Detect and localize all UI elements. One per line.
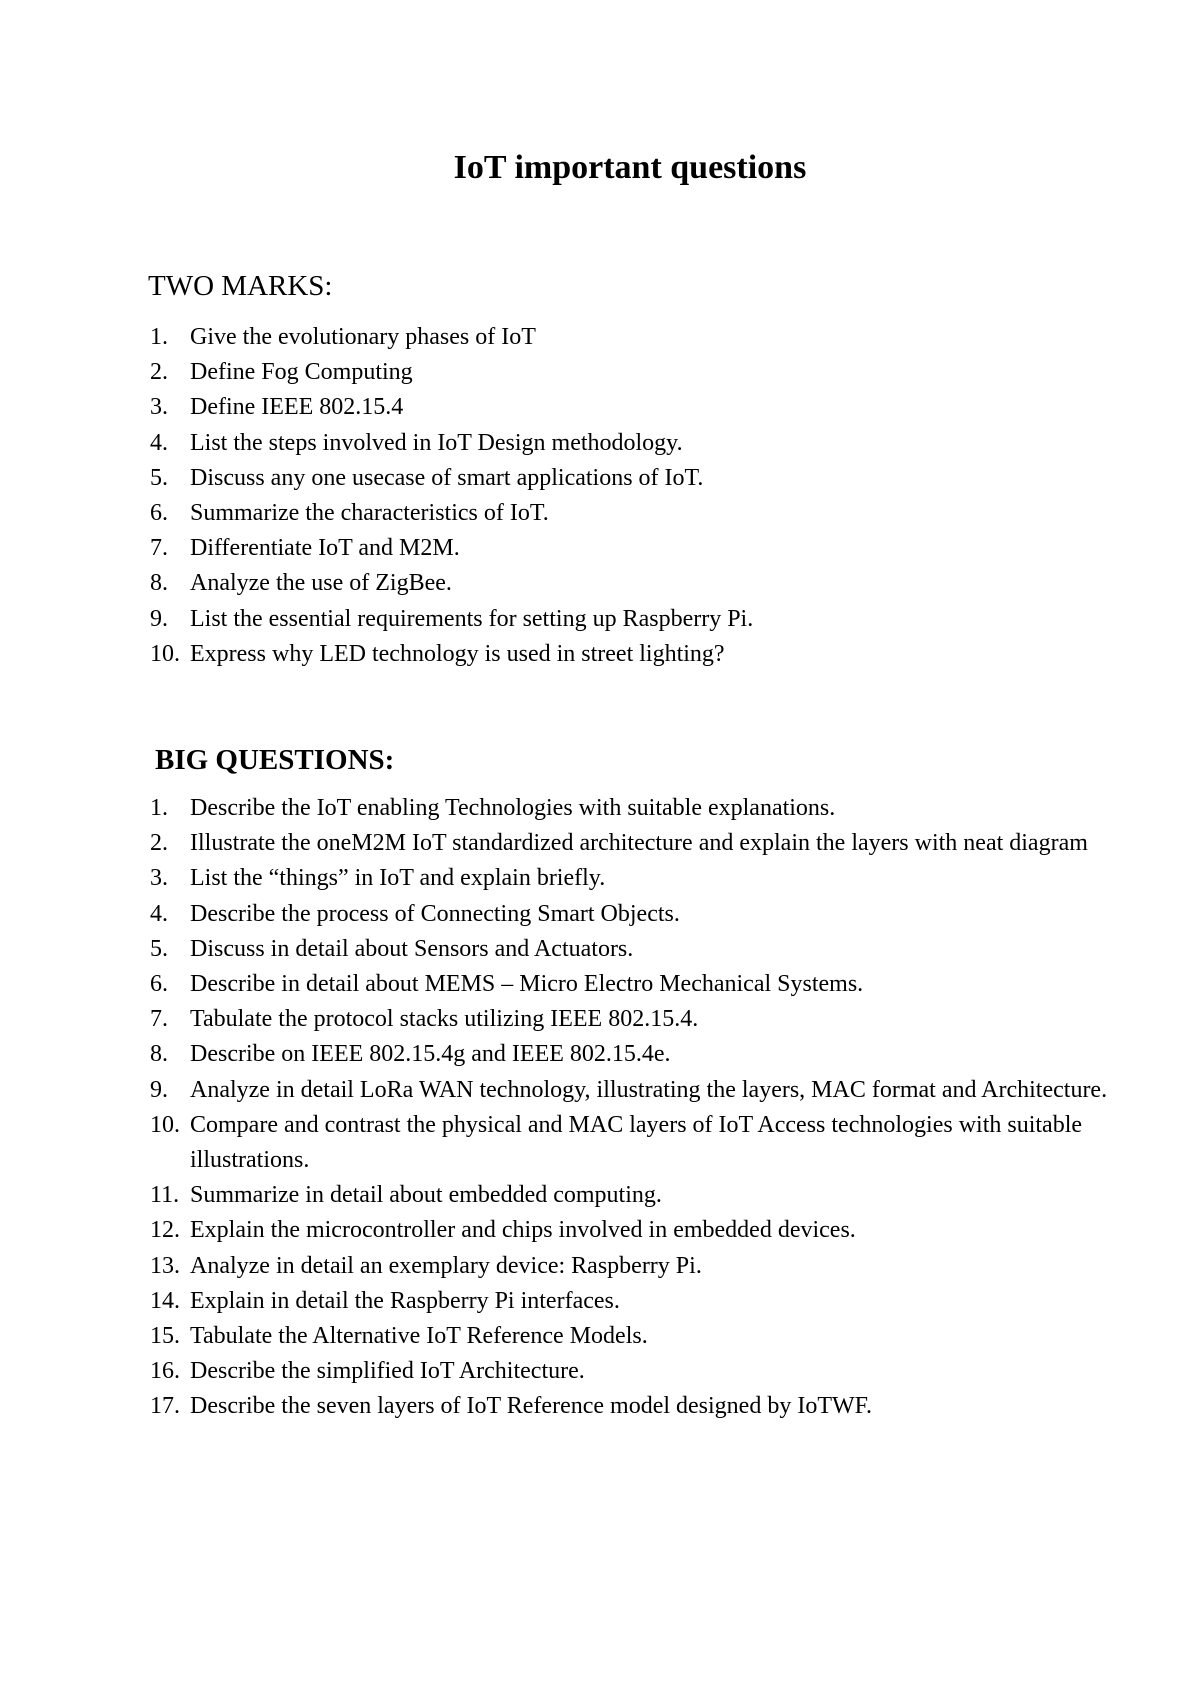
item-number: 10. <box>150 1111 180 1138</box>
item-text: Analyze in detail LoRa WAN technology, illustrating the layers, MAC format and Architecture. <box>190 1076 1108 1103</box>
item-text: Explain in detail the Raspberry Pi interfaces. <box>190 1287 620 1314</box>
list-item <box>150 426 1110 461</box>
list-item <box>150 1389 1110 1424</box>
item-number: 12. <box>150 1217 180 1244</box>
list-item <box>150 826 1110 861</box>
item-number: 7. <box>150 535 168 562</box>
item-number: 9. <box>150 605 168 632</box>
item-number: 13. <box>150 1252 180 1279</box>
item-number: 2. <box>150 830 168 857</box>
item-number: 2. <box>150 359 168 386</box>
list-item <box>150 791 1110 826</box>
list-item <box>150 1108 1110 1178</box>
item-text: Illustrate the oneM2M IoT standardized architecture and explain the layers with neat diagram <box>190 830 1088 857</box>
item-number: 16. <box>150 1358 180 1385</box>
item-number: 4. <box>150 900 168 927</box>
two-marks-heading: TWO MARKS: <box>148 270 333 302</box>
item-text: Define Fog Computing <box>190 359 413 386</box>
item-number: 5. <box>150 464 168 491</box>
list-item <box>150 1037 1110 1072</box>
list-item <box>150 861 1110 896</box>
item-text: Describe the seven layers of IoT Reference model designed by IoTWF. <box>190 1393 873 1420</box>
list-item <box>150 1213 1110 1248</box>
item-number: 1. <box>150 324 168 350</box>
item-number: 3. <box>150 394 168 421</box>
list-item <box>150 1284 1110 1319</box>
item-text: Tabulate the protocol stacks utilizing IEEE 802.15.4. <box>190 1006 699 1033</box>
item-number: 6. <box>150 500 168 527</box>
list-item <box>150 1002 1110 1037</box>
item-text: List the steps involved in IoT Design methodology. <box>190 429 683 456</box>
list-item <box>150 531 1110 566</box>
item-number: 9. <box>150 1076 168 1103</box>
item-text: Differentiate IoT and M2M. <box>190 535 460 562</box>
item-text: Compare and contrast the physical and MAC layers of IoT Access technologies with suitable illustrations. <box>190 1111 1083 1174</box>
item-number: 15. <box>150 1323 180 1350</box>
list-item <box>150 1249 1110 1284</box>
item-text: Summarize the characteristics of IoT. <box>190 500 549 527</box>
list-item <box>150 496 1110 531</box>
list-item <box>150 1354 1110 1389</box>
item-text: Discuss any one usecase of smart applications of IoT. <box>190 464 704 491</box>
list-item <box>150 320 1110 355</box>
item-text: Analyze the use of ZigBee. <box>190 570 452 597</box>
item-text: Describe the process of Connecting Smart Objects. <box>190 900 680 927</box>
big-questions-list <box>150 791 1110 1425</box>
item-text: Describe in detail about MEMS – Micro Electro Mechanical Systems. <box>190 971 864 998</box>
item-number: 17. <box>150 1393 180 1420</box>
item-number: 10. <box>150 640 180 667</box>
item-text: Describe the IoT enabling Technologies with suitable explanations. <box>190 795 836 821</box>
item-text: Explain the microcontroller and chips involved in embedded devices. <box>190 1217 856 1244</box>
list-item <box>150 566 1110 601</box>
item-number: 5. <box>150 935 168 962</box>
item-number: 3. <box>150 865 168 892</box>
list-item <box>150 1319 1110 1354</box>
list-item <box>150 602 1110 637</box>
big-questions-heading: BIG QUESTIONS: <box>155 744 395 776</box>
list-item <box>150 637 1110 672</box>
list-item <box>150 390 1110 425</box>
page-title: IoT important questions <box>453 149 807 186</box>
list-item <box>150 1178 1110 1213</box>
item-text: Summarize in detail about embedded computing. <box>190 1182 662 1209</box>
item-number: 8. <box>150 1041 168 1068</box>
two-marks-list <box>150 320 1110 672</box>
item-text: Describe the simplified IoT Architecture. <box>190 1358 585 1385</box>
item-number: 11. <box>150 1182 180 1209</box>
list-item <box>150 355 1110 390</box>
item-text: Give the evolutionary phases of IoT <box>190 324 536 350</box>
item-number: 14. <box>150 1287 180 1314</box>
list-item <box>150 932 1110 967</box>
item-number: 8. <box>150 570 168 597</box>
item-text: Describe on IEEE 802.15.4g and IEEE 802.15.4e. <box>190 1041 671 1068</box>
item-text: Analyze in detail an exemplary device: Raspberry Pi. <box>190 1252 702 1279</box>
item-number: 1. <box>150 795 168 821</box>
item-number: 7. <box>150 1006 168 1033</box>
item-text: Tabulate the Alternative IoT Reference Models. <box>190 1323 648 1350</box>
item-text: Express why LED technology is used in street lighting? <box>190 640 725 667</box>
item-number: 4. <box>150 429 168 456</box>
item-text: List the “things” in IoT and explain briefly. <box>190 865 606 892</box>
item-text: List the essential requirements for setting up Raspberry Pi. <box>190 605 754 632</box>
list-item <box>150 897 1110 932</box>
item-text: Discuss in detail about Sensors and Actuators. <box>190 935 634 962</box>
list-item <box>150 461 1110 496</box>
item-number: 6. <box>150 971 168 998</box>
item-text: Define IEEE 802.15.4 <box>190 394 404 421</box>
list-item <box>150 967 1110 1002</box>
list-item <box>150 1073 1110 1108</box>
